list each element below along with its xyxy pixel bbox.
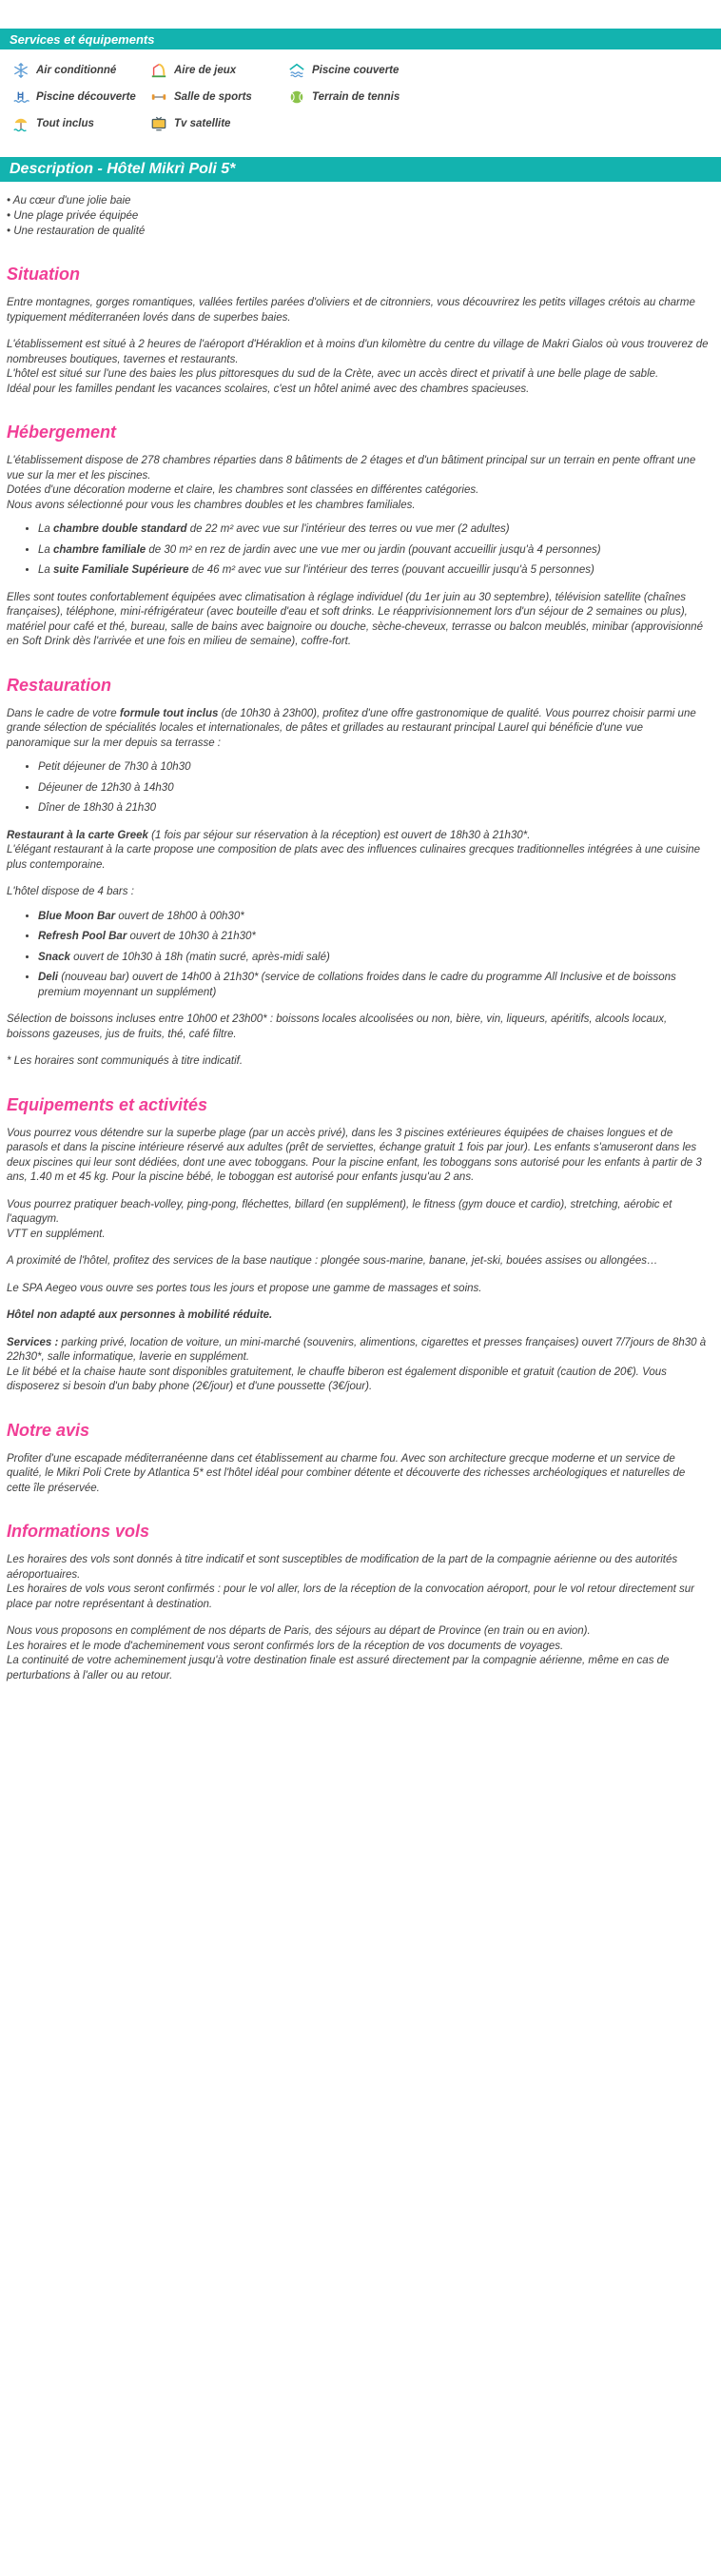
paragraph (7, 1228, 710, 1243)
paragraph (7, 1583, 710, 1612)
bold-text: chambre familiale (53, 543, 146, 556)
text: Les horaires des vols sont donnés à titre indicatif et sont susceptibles de modification de la part de la compagnie aérienne ou des autorités aéroportuaires. (7, 1554, 678, 1581)
bullet-item (38, 563, 710, 579)
paragraph (7, 296, 710, 325)
text: ouvert de 18h00 à 00h30* (115, 910, 244, 922)
bullet-item (38, 760, 710, 776)
text: Nous avons sélectionné pour vous les chambres doubles et les chambres familiales. (7, 499, 416, 511)
service-label: Piscine couverte (312, 65, 399, 76)
service-item (12, 88, 150, 106)
snowflake-icon (12, 62, 29, 79)
text: (de 10h30 à 23h00), profitez d'une offre gastronomique de qualité. Vous pourrez choisir parmi une grande sélection de spécialités locales et internationales, de pâtes et grillades au restaurant principal Laurel qui bénéficie d'une vue panoramique sur la mer depuis sa terrasse : (7, 707, 696, 749)
paragraph (7, 483, 710, 499)
bold-text: Refresh Pool Bar (38, 931, 127, 942)
text: (1 fois par séjour sur réservation à la réception) est ouvert de 18h30 à 21h30*. (147, 829, 531, 841)
bullet-list (7, 910, 710, 1001)
indoor-pool-icon (288, 62, 305, 79)
text: Vous pourrez vous détendre sur la superbe plage (par un accès privé), dans les 3 piscines extérieures équipées de chaises longues et de parasols et dans la piscine intérieure réservé aux adultes (prêt de serviettes, échange gratuit 1 fois par jour). Les enfants s'amuseront dans les deux piscines qui leur sont dédiées, dont une avec toboggans. Pour la piscine enfant, les toboggans sons autorisé pour les enfants à partir de 3 ans, 1.40 m et 45 kg. Pour la piscine bébé, le toboggan est autorisé pour enfants jusqu'au 2 ans. (7, 1127, 702, 1183)
service-label: Tout inclus (36, 118, 94, 129)
description-header-title: Description - Hôtel Mikrì Poli 5* (10, 161, 236, 177)
service-label: Tv satellite (174, 118, 231, 129)
bold-text: Blue Moon Bar (38, 910, 116, 922)
text: * Les horaires sont communiqués à titre indicatif. (7, 1055, 244, 1067)
highlight-item: • Une plage privée équipée (7, 208, 710, 224)
text: Profiter d'une escapade méditerranéenne dans cet établissement au charme fou. Avec son architecture grecque moderne et un service de qualité, le Mikri Poli Crete by Atlantica 5* est l'hôtel idéal pour combiner détente et découverte des richesses archéologiques et naturelles de cette île préservée. (7, 1452, 686, 1494)
text: L'hôtel est situé sur l'une des baies les plus pittoresques du sud de la Crète, avec un accès direct et privatif à une belle plage de sable. (7, 368, 659, 380)
outdoor-pool-icon (12, 88, 29, 106)
services-grid (0, 49, 721, 136)
text: Entre montagnes, gorges romantiques, vallées fertiles parées d'oliviers et de citronniers, vous découvrirez les petits villages crétois au charme typiquement méditerranéen lovés dans de superbes baies. (7, 297, 695, 324)
service-item (288, 62, 440, 79)
paragraph (7, 885, 710, 900)
section-title-situation: Situation (7, 265, 80, 284)
text: Dotées d'une décoration moderne et claire, les chambres sont classées en différentes catégories. (7, 484, 479, 496)
text: de 46 m² avec vue sur l'intérieur des terres (pouvant accueillir jusqu'à 5 personnes) (188, 564, 594, 576)
section-title-informations-vols: Informations vols (7, 1522, 150, 1541)
highlight-item: • Au cœur d'une jolie baie (7, 193, 710, 208)
paragraph (7, 1336, 710, 1366)
bold-text: Hôtel non adapté aux personnes à mobilité réduite. (7, 1309, 273, 1321)
service-item (12, 115, 150, 132)
text: La (38, 523, 53, 535)
text: L'établissement est situé à 2 heures de l'aéroport d'Héraklion et à moins d'un kilomètre du centre du village de Makri Gialos où vous trouverez de nombreuses boutiques, tavernes et restaurants. (7, 339, 709, 365)
text: de 30 m² en rez de jardin avec une vue mer ou jardin (pouvant accueillir jusqu'à 4 personnes) (146, 543, 601, 556)
service-label: Aire de jeux (174, 65, 237, 76)
playground-icon (150, 62, 167, 79)
description-sections (0, 265, 721, 1683)
text: parking privé, location de voiture, un mini-marché (souvenirs, alimentions, cigarettes et presses françaises) ouvert 7/7jours de 8h30 à 22h30*, salle informatique, laverie en supplément. (7, 1336, 707, 1363)
text: Les horaires de vols vous seront confirmés : pour le vol aller, lors de la réception de la convocation aéroport, pour le vol retour directement sur place par notre représentant à destination. (7, 1583, 694, 1610)
text: A proximité de l'hôtel, profitez des services de la base nautique : plongée sous-marine, banane, jet-ski, bouées assises ou allongées… (7, 1255, 658, 1267)
bullet-item (38, 781, 710, 796)
bullet-item (38, 543, 710, 559)
text: Les horaires et le mode d'acheminement vous seront confirmés lors de la réception de vos documents de voyages. (7, 1640, 564, 1652)
text: Le lit bébé et la chaise haute sont disponibles gratuitement, le chauffe biberon est également disponible et gratuit (caution de 20€). Vous disposerez si besoin d'un baby phone (2€/jour) et d'une poussette (3€/jour). (7, 1366, 667, 1392)
bold-text: Snack (38, 951, 70, 963)
text: Nous vous proposons en complément de nos départs de Paris, des séjours au départ de Province (en train ou en avion). (7, 1625, 591, 1637)
section-title-hebergement: Hébergement (7, 423, 117, 442)
paragraph (7, 1254, 710, 1269)
paragraph (7, 383, 710, 398)
bold-text: Restaurant à la carte Greek (7, 829, 148, 841)
paragraph (7, 829, 710, 844)
section-title-notre-avis: Notre avis (7, 1420, 90, 1440)
text: Le SPA Aegeo vous ouvre ses portes tous les jours et propose une gamme de massages et soins. (7, 1282, 482, 1294)
paragraph (7, 499, 710, 514)
bold-text: chambre double standard (53, 523, 187, 535)
paragraph (7, 1054, 710, 1070)
bold-text: Deli (38, 972, 59, 983)
text: Idéal pour les familles pendant les vacances scolaires, c'est un hôtel animé avec des chambres spacieuses. (7, 383, 530, 395)
paragraph (7, 1640, 710, 1655)
paragraph (7, 338, 710, 367)
text: Dîner de 18h30 à 21h30 (38, 802, 157, 814)
text: L'établissement dispose de 278 chambres réparties dans 8 bâtiments de 2 étages et d'un bâtiment principal sur un terrain en pente offrant une vue sur la mer et les piscines. (7, 455, 696, 482)
paragraph (7, 454, 710, 483)
bullet-item (38, 801, 710, 816)
text: Elles sont toutes confortablement équipées avec climatisation à réglage individuel (du 1er juin au 30 septembre), télévision satellite (chaînes françaises), téléphone, mini-réfrigérateur (avec bouteille d'eau et soft drinks. Le réapprivisionnement lors d'un séjour de 2 semaines ou plus), matériel pour café et thé, bureau, salle de bains avec baignoire ou douche, sèche-cheveux, terrasse ou balcon meublés, minibar (approvisionné en Soft Drink dès l'arrivée et une fois en milieu de semaine), coffre-fort. (7, 591, 703, 647)
bold-text: suite Familiale Supérieure (53, 564, 189, 576)
service-label: Terrain de tennis (312, 91, 400, 103)
service-label: Salle de sports (174, 91, 252, 103)
text: L'hôtel dispose de 4 bars : (7, 886, 134, 897)
bold-text: formule tout inclus (119, 707, 219, 719)
text: Déjeuner de 12h30 à 14h30 (38, 781, 174, 794)
paragraph (7, 1013, 710, 1042)
section-title-equipements: Equipements et activités (7, 1094, 208, 1114)
service-item (288, 88, 440, 106)
highlight-item: • Une restauration de qualité (7, 224, 710, 239)
paragraph (7, 1308, 710, 1324)
service-label: Air conditionné (36, 65, 117, 76)
service-item (150, 88, 288, 106)
tv-satellite-icon (150, 115, 167, 132)
bullet-item (38, 930, 710, 945)
bullet-list (7, 760, 710, 816)
text: Sélection de boissons incluses entre 10h00 et 23h00* : boissons locales alcoolisées ou non, bière, vin, liqueurs, apéritifs, alcools locaux, boissons gazeuses, jus de fruits, thé, café filtre. (7, 1013, 668, 1040)
service-label: Piscine découverte (36, 91, 136, 103)
gym-icon (150, 88, 167, 106)
text: de 22 m² avec vue sur l'intérieur des terres ou vue mer (2 adultes) (186, 523, 510, 535)
service-item (12, 62, 150, 79)
text: L'élégant restaurant à la carte propose une composition de plats avec des influences culinaires grecques traditionnelles intégrées à une cuisine plus contemporaine. (7, 844, 701, 871)
bullet-item (38, 522, 710, 538)
paragraph (7, 1127, 710, 1186)
bullet-item (38, 971, 710, 1000)
paragraph (7, 1553, 710, 1583)
all-inclusive-icon (12, 115, 29, 132)
text: (nouveau bar) ouvert de 14h00 à 21h30* (service de collations froides dans le cadre du programme All Inclusive et de boissons premium moyennant un supplément) (38, 972, 676, 998)
text: ouvert de 10h30 à 21h30* (127, 931, 256, 942)
text: La (38, 543, 53, 556)
service-item (150, 115, 288, 132)
service-item (150, 62, 288, 79)
tennis-ball-icon (288, 88, 305, 106)
bold-text: Services : (7, 1336, 59, 1348)
paragraph (7, 707, 710, 752)
section-title-restauration: Restauration (7, 675, 112, 695)
paragraph (7, 1198, 710, 1228)
hotel-highlights (0, 182, 721, 239)
text: La (38, 564, 53, 576)
paragraph (7, 1366, 710, 1395)
text: VTT en supplément. (7, 1228, 106, 1240)
paragraph (7, 367, 710, 383)
services-header-title: Services et équipements (10, 31, 155, 47)
text: ouvert de 10h30 à 18h (matin sucré, après-midi salé) (69, 951, 330, 963)
paragraph (7, 1282, 710, 1297)
bullet-item (38, 910, 710, 925)
text: Vous pourrez pratiquer beach-volley, ping-pong, fléchettes, billard (en supplément), le fitness (gym douce et cardio), stretching, aérobic et l'aquagym. (7, 1198, 672, 1225)
paragraph (7, 591, 710, 650)
paragraph (7, 1452, 710, 1497)
text: Dans le cadre de votre (7, 707, 120, 719)
bullet-list (7, 522, 710, 579)
paragraph (7, 1624, 710, 1640)
bullet-item (38, 951, 710, 966)
description-header-bar (0, 157, 721, 182)
text: La continuité de votre acheminement jusqu'à votre destination finale est assuré directement par la compagnie aérienne, même en cas de perturbations à l'aller ou au retour. (7, 1655, 670, 1681)
services-header-bar (0, 29, 721, 49)
paragraph (7, 1654, 710, 1683)
paragraph (7, 843, 710, 873)
text: Petit déjeuner de 7h30 à 10h30 (38, 761, 191, 773)
